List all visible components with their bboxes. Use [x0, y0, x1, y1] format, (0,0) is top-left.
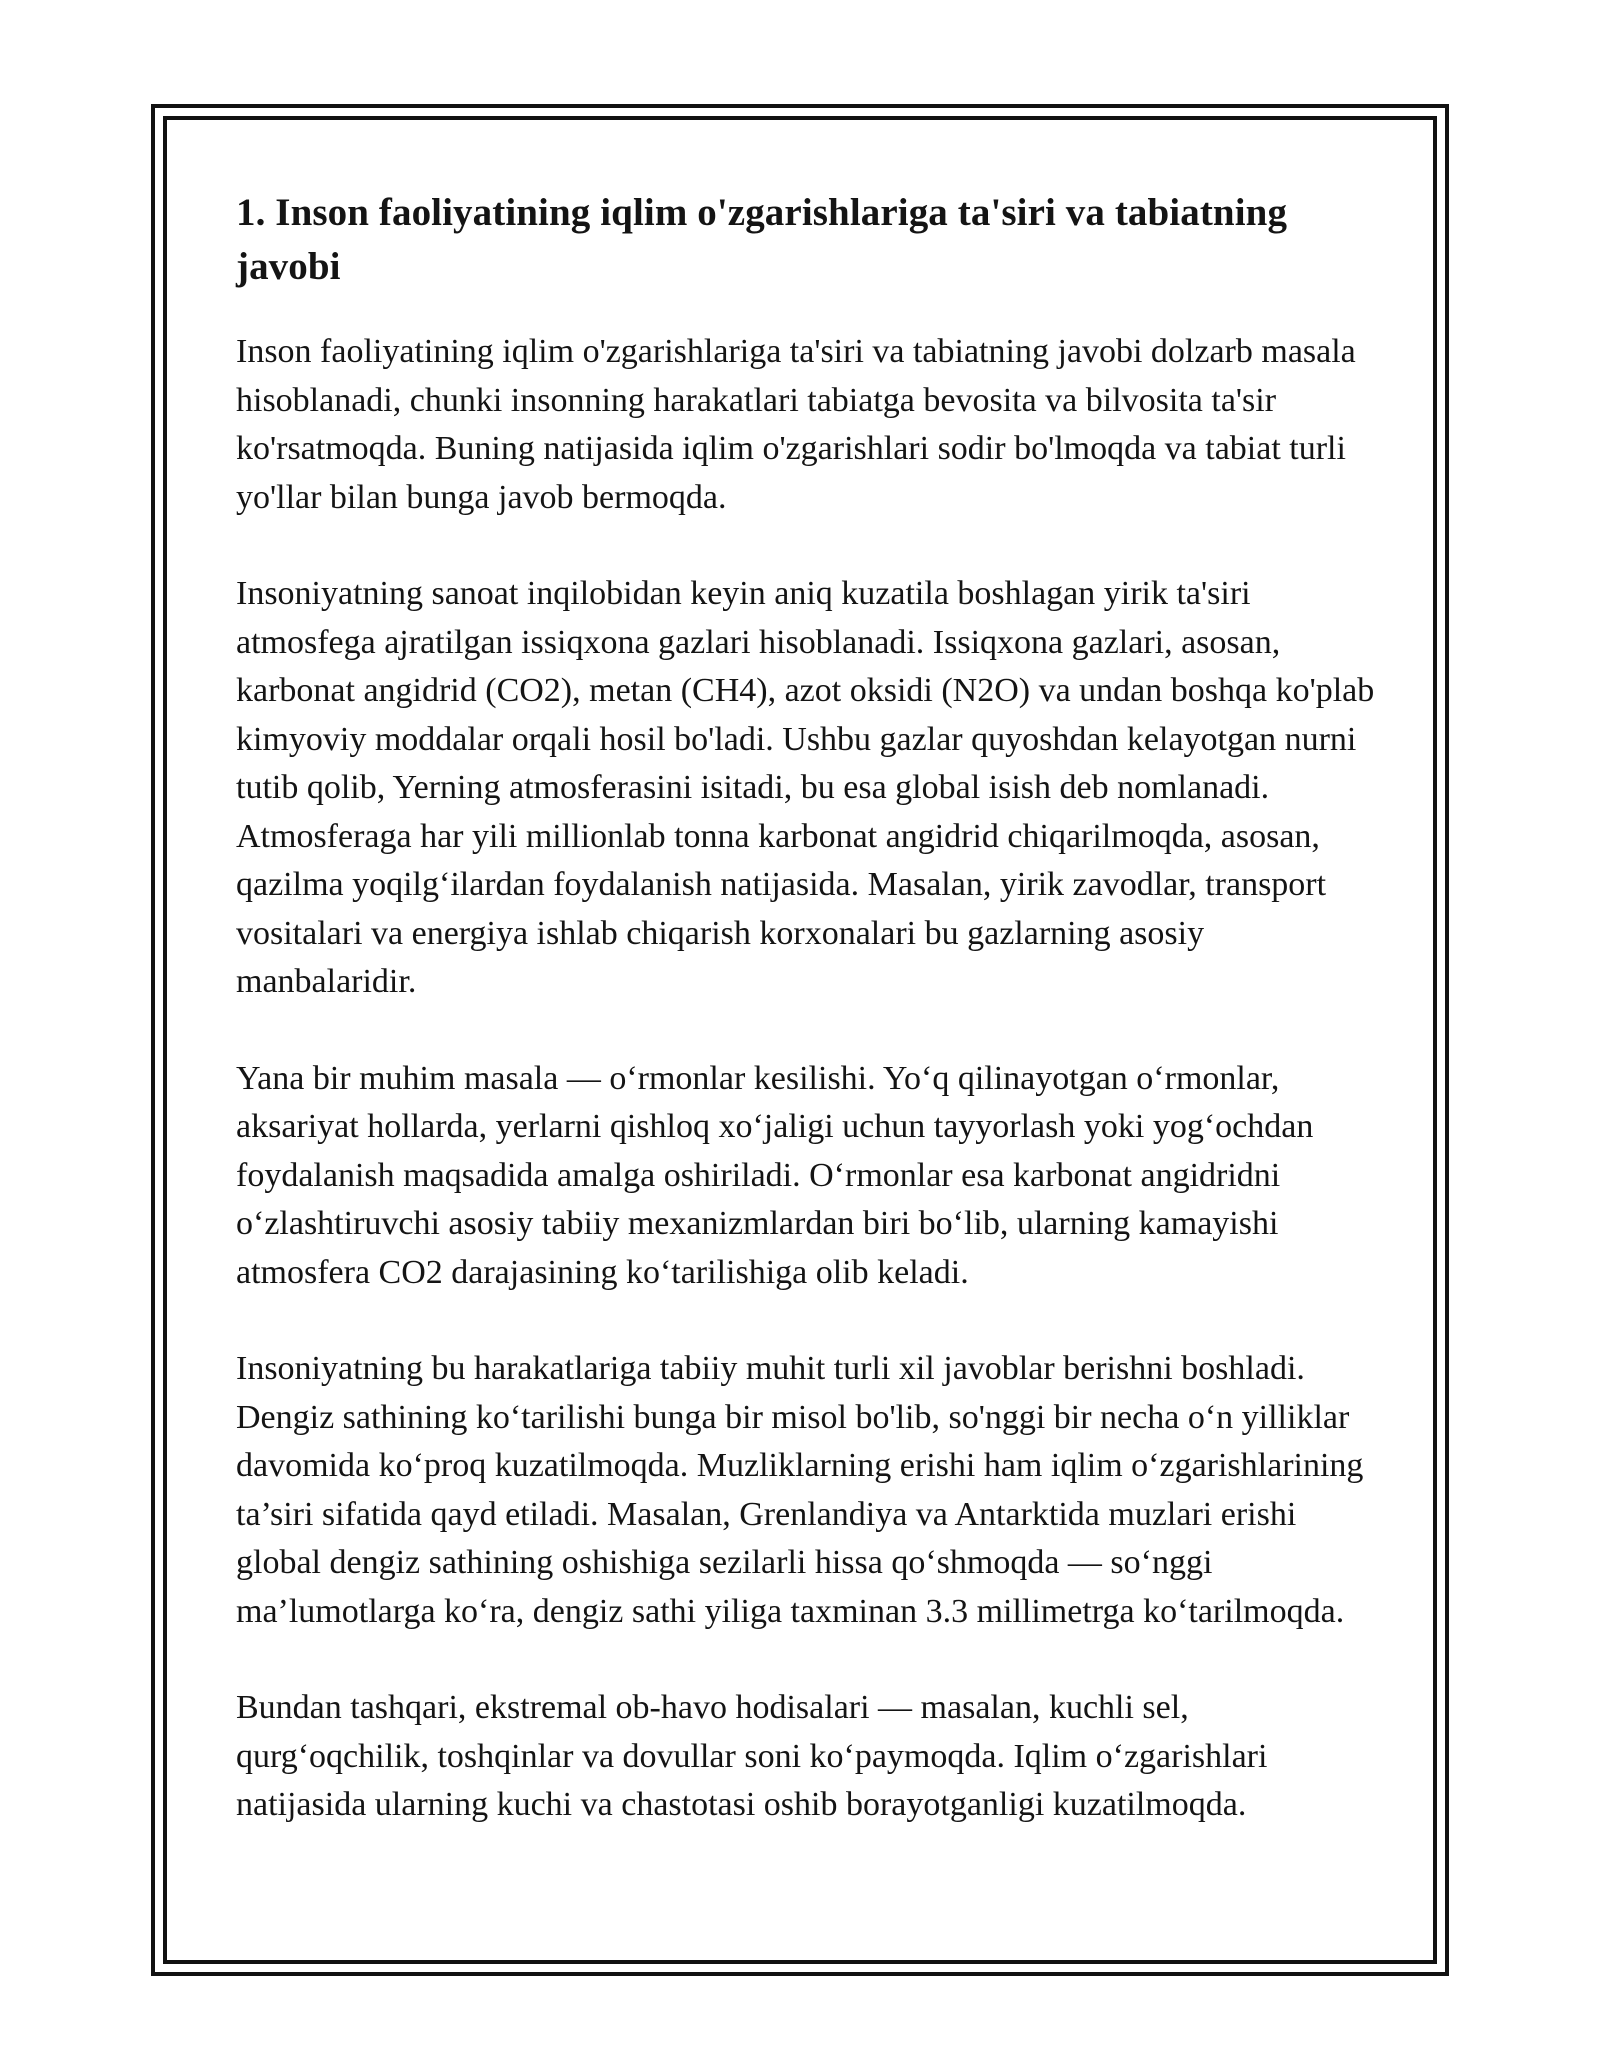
paragraph-greenhouse-gases: Insoniyatning sanoat inqilobidan keyin aniq kuzatila boshlagan yirik ta'siri atmosfega ajratilgan issiqxona gazlari hisoblanadi. Issiqxona gazlari, asosan, karbonat angidrid (CO2), metan (CH4), azot oksidi (N2O) va undan boshqa ko'plab kimyoviy moddalar orqali hosil bo'ladi. Ushbu gazlar quyoshdan kelayotgan nurni tutib qolib, Yerning atmosferasini isitadi, bu esa global isish deb nomlanadi. Atmosferaga har yili millionlab tonna karbonat angidrid chiqarilmoqda, asosan, qazilma yoqilg‘ilardan foydalanish natijasida. Masalan, yirik zavodlar, transport vositalari va energiya ishlab chiqarish korxonalari bu gazlarning asosiy manbalaridir.: [236, 575, 1375, 1000]
paragraph-extreme-weather: Bundan tashqari, ekstremal ob-havo hodisalari — masalan, kuchli sel, qurg‘oqchilik, toshqinlar va dovullar soni ko‘paymoqda. Iqlim o‘zgarishlari natijasida ularning kuchi va chastotasi oshib borayotganligi kuzatilmoqda.: [236, 1689, 1268, 1823]
paragraph-intro: Inson faoliyatining iqlim o'zgarishlariga ta'siri va tabiatning javobi dolzarb masala hisoblanadi, chunki insonning harakatlari tabiatga bevosita va bilvosita ta'sir ko'rsatmoqda. Buning natijasida iqlim o'zgarishlari sodir bo'lmoqda va tabiat turli yo'llar bilan bunga javob bermoqda.: [236, 333, 1356, 516]
paragraph-sea-level: Insoniyatning bu harakatlariga tabiiy muhit turli xil javoblar berishni boshladi. Dengiz sathining ko‘tarilishi bunga bir misol bo'lib, so'nggi bir necha o‘n yilliklar davomida ko‘proq kuzatilmoqda. Muzliklarning erishi ham iqlim o‘zgarishlarining ta’siri sifatida qayd etiladi. Masalan, Grenlandiya va Antarktida muzlari erishi global dengiz sathining oshishiga sezilarli hissa qo‘shmoqda — so‘nggi ma’lumotlarga ko‘ra, dengiz sathi yiliga taxminan 3.3 millimetrga ko‘tarilmoqda.: [236, 1350, 1364, 1630]
section-title: 1. Inson faoliyatining iqlim o'zgarishlariga ta'siri va tabiatning javobi: [236, 191, 1288, 288]
paragraph-deforestation: Yana bir muhim masala — o‘rmonlar kesilishi. Yo‘q qilinayotgan o‘rmonlar, aksariyat hollarda, yerlarni qishloq xo‘jaligi uchun tayyorlash yoki yog‘ochdan foydalanish maqsadida amalga oshiriladi. O‘rmonlar esa karbonat angidridni o‘zlashtiruvchi asosiy tabiiy mexanizmlardan biri bo‘lib, ularning kamayishi atmosfera CO2 darajasining ko‘tarilishiga olib keladi.: [236, 1059, 1314, 1291]
document-body: [236, 186, 1376, 1878]
